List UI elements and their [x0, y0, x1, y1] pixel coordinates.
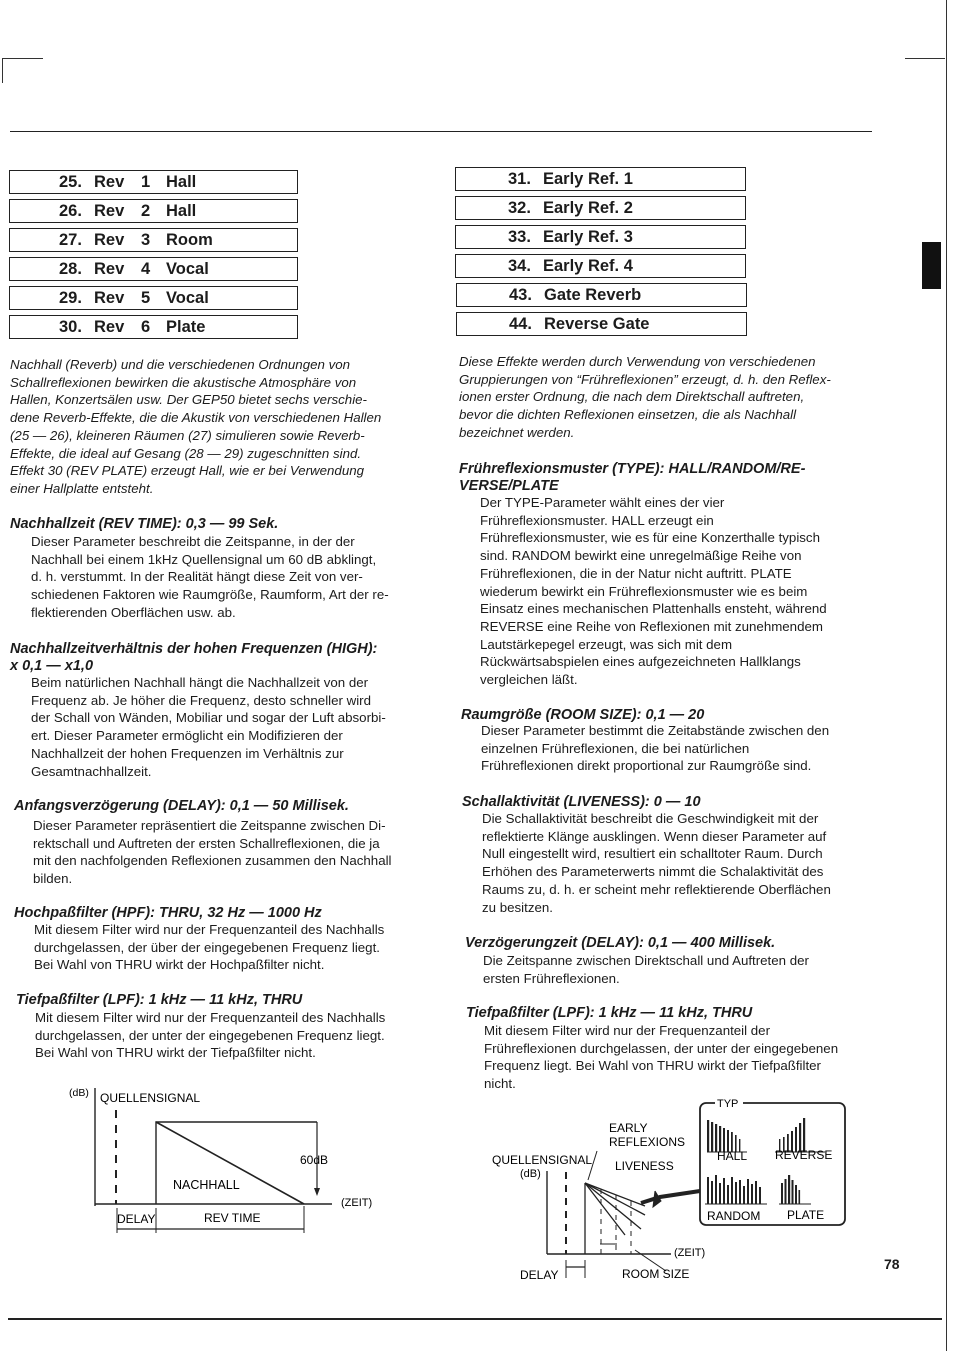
heading-er-delay: Verzögerungzeit (DELAY): 0,1 — 400 Millisek.	[465, 935, 776, 951]
pattern-plate	[779, 1175, 811, 1204]
program-index: 4	[141, 260, 151, 278]
program-number: 25.	[59, 173, 82, 191]
program-name: Gate Reverb	[544, 286, 642, 304]
heading-high: Nachhallzeitverhältnis der hohen Frequenzen (HIGH):	[10, 641, 378, 657]
heading-high-range: x 0,1 — x1,0	[10, 658, 94, 674]
paragraph-rev-time: Dieser Parameter beschreibt die Zeitspanne, in der der Nachhall bei einem 1kHz Quellensignal um 60 dB abklingt, d. h. verstummt. In der Realität hängt diese Zeit von ver- schiedenen Faktoren wie Raumgröße, Raumform, Art der re- flektierenden Oberflächen usw. ab.	[31, 534, 389, 620]
pattern-hall	[707, 1120, 747, 1152]
level-label: 60dB	[300, 1153, 329, 1167]
pattern-reverse	[775, 1118, 825, 1152]
type-box	[700, 1103, 845, 1225]
reverb-time-diagram	[60, 1080, 390, 1250]
program-index: 6	[141, 318, 151, 336]
header-rule	[10, 131, 872, 132]
heading-hpf: Hochpaßfilter (HPF): THRU, 32 Hz — 1000 Hz	[14, 905, 322, 921]
db-label: (dB)	[520, 1168, 541, 1180]
heading-er-lpf: Tiefpaßfilter (LPF): 1 kHz — 11 kHz, THRU	[466, 1005, 753, 1021]
delay-label: DELAY	[117, 1212, 156, 1226]
program-box-28	[9, 257, 298, 281]
program-box-29	[9, 286, 298, 310]
program-number: 30.	[59, 318, 82, 336]
early-reflection-diagram	[485, 1095, 855, 1295]
program-number: 32.	[508, 199, 531, 217]
page-number: 78	[884, 1256, 900, 1272]
heading-delay: Anfangsverzögerung (DELAY): 0,1 — 50 Millisek.	[14, 798, 349, 814]
paragraph-type: Der TYPE-Parameter wählt eines der vier Frühreflexionsmuster. HALL erzeugt ein Frühreflexionsmuster, wie es für eine Konzerthalle typisch sind. RANDOM bewirkt eine unregelmäßige Reihe von Frühreflexionen, die in der Natur nicht auftritt. PLATE wiederum bewirkt ein Frühreflexionsmuster wie es beim Einsatz eines mechanischen Plattenhalls ensteht, während REVERSE eine Reihe von Reflexionen mit zunehmendem Lautstärkepegel erzeugt, was sich mit dem Rückwärtsabspielen eines aufgezeichneten Hallklangs vergleichen läßt.	[480, 495, 827, 688]
program-box-32	[455, 196, 746, 220]
decay-label: NACHHALL	[173, 1178, 240, 1192]
program-number: 44.	[509, 315, 532, 333]
early-ref-intro: Diese Effekte werden durch Verwendung von verschiedenen Gruppierungen von “Frühreflexionen” erzeugt, d. h. den Reflex- ionen erster Ordnung, die nach dem Direktschall auftreten, bevor die dichten Reflexionen einsetzen, die als Nachhall bezeichnet werden.	[459, 354, 831, 440]
liveness-label: LIVENESS	[615, 1159, 674, 1173]
program-type: Rev	[94, 260, 125, 278]
page-edge	[946, 0, 947, 1351]
reverb-intro: Nachhall (Reverb) und die verschiedenen Ordnungen von Schallreflexionen bewirken die akustische Atmosphäre von Hallen, Konzertsälen usw. Der GEP50 bietet sechs verschie- dene Reverb-Effekte, die die Akustik von verschiedenen Hallen (25 — 26), kleineren Räumen (27) simulieren sowie Reverb- Effekte, die ideal auf Gesang (28 — 29) zugeschnitten sind. Effekt 30 (REV PLATE) erzeugt Hall, wie er bei Verwendung einer Hallplatte entsteht.	[10, 357, 382, 496]
heading-type: Frühreflexionsmuster (TYPE): HALL/RANDOM/RE-	[459, 461, 806, 477]
program-box-33	[455, 225, 746, 249]
plate-label: PLATE	[787, 1208, 825, 1222]
heading-room-size: Raumgröße (ROOM SIZE): 0,1 — 20	[461, 707, 705, 723]
program-name: Vocal	[166, 289, 209, 307]
paragraph-hpf: Mit diesem Filter wird nur der Frequenzanteil des Nachhalls durchgelassen, der über der eingegebenen Frequenz liegt. Bei Wahl von THRU wirkt der Hochpaßfilter nicht.	[34, 922, 385, 973]
program-name: Hall	[166, 173, 197, 191]
source-signal-label: QUELLENSIGNAL	[100, 1091, 201, 1105]
program-index: 5	[141, 289, 151, 307]
program-number: 27.	[59, 231, 82, 249]
heading-rev-time: Nachhallzeit (REV TIME): 0,3 — 99 Sek.	[10, 516, 279, 532]
program-name: Vocal	[166, 260, 209, 278]
source-signal-label: QUELLENSIGNAL	[492, 1153, 593, 1167]
program-box-26	[9, 199, 298, 223]
decay-line	[585, 1183, 645, 1215]
program-name: Plate	[166, 318, 206, 336]
hall-label: HALL	[717, 1149, 748, 1163]
footer-rule	[8, 1318, 942, 1320]
paragraph-high: Beim natürlichen Nachhall hängt die Nachhallzeit von der Frequenz ab. Je höher die Frequenz, desto schneller wird der Schall von Wänden, Mobiliar und sogar der Luft absorbi- ert. Dieser Parameter ermöglicht ein Modifizieren der Nachhallzeit der hohen Frequenzen im Verhältnis zur Gesamtnachhallzeit.	[31, 675, 386, 779]
heading-type-cont: VERSE/PLATE	[459, 478, 559, 494]
pattern-random	[705, 1175, 767, 1204]
program-box-34	[455, 254, 746, 278]
delay-label: DELAY	[520, 1268, 559, 1282]
paragraph-er-lpf: Mit diesem Filter wird nur der Frequenzanteil der Frühreflexionen durchgelassen, der unter der eingegebenen Frequenz liegt. Bei Wahl von THRU wirkt der Tiefpaßfilter nicht.	[484, 1023, 839, 1092]
program-name: Room	[166, 231, 213, 249]
program-number: 26.	[59, 202, 82, 220]
pattern-connector	[641, 1191, 700, 1203]
program-number: 31.	[508, 170, 531, 188]
program-type: Rev	[94, 231, 125, 249]
thumb-index-tab	[922, 242, 941, 289]
type-label: TYP	[717, 1098, 739, 1110]
program-box-31	[455, 167, 746, 191]
random-label: RANDOM	[707, 1209, 761, 1223]
program-type: Rev	[94, 202, 125, 220]
paragraph-delay: Dieser Parameter repräsentiert die Zeitspanne zwischen Di- rektschall und Auftreten der ersten Schallreflexionen, die ja mit den nachfolgenden Reflexionen zusammen den Nachhall bilden.	[33, 818, 392, 887]
program-number: 33.	[508, 228, 531, 246]
program-name: Early Ref. 1	[543, 170, 633, 188]
program-number: 43.	[509, 286, 532, 304]
paragraph-liveness: Die Schallaktivität beschreibt die Geschwindigkeit mit der reflektierte Klänge ausklingen. Wenn dieser Parameter auf Null eingestellt wird, resultiert ein schalltoter Raum. Durch Erhöhen des Parameterwerts nimmt die Schalaktivität des Raums zu, d. h. er scheint mehr reflektierende Oberflächen zu besitzen.	[482, 811, 831, 915]
program-number: 29.	[59, 289, 82, 307]
room-size-label: ROOM SIZE	[622, 1267, 690, 1281]
program-type: Rev	[94, 173, 125, 191]
time-label: (ZEIT)	[341, 1197, 373, 1209]
rev-time-label: REV TIME	[204, 1211, 261, 1225]
program-name: Early Ref. 3	[543, 228, 633, 246]
program-number: 28.	[59, 260, 82, 278]
heading-lpf: Tiefpaßfilter (LPF): 1 kHz — 11 kHz, THRU	[16, 992, 303, 1008]
program-number: 34.	[508, 257, 531, 275]
crop-mark	[905, 58, 945, 83]
program-box-27	[9, 228, 298, 252]
program-name: Early Ref. 2	[543, 199, 633, 217]
program-name: Hall	[166, 202, 197, 220]
program-box-44	[456, 312, 747, 336]
paragraph-er-delay: Die Zeitspanne zwischen Direktschall und Auftreten der ersten Frühreflexionen.	[483, 953, 809, 986]
program-type: Rev	[94, 318, 125, 336]
arrow-head	[314, 1188, 320, 1196]
program-index: 3	[141, 231, 151, 249]
program-name: Early Ref. 4	[543, 257, 633, 275]
paragraph-lpf: Mit diesem Filter wird nur der Frequenzanteil des Nachhalls durchgelassen, der unter der eingegebenen Frequenz liegt. Bei Wahl von THRU wirkt der Tiefpaßfilter nicht.	[35, 1010, 386, 1061]
paragraph-room-size: Dieser Parameter bestimmt die Zeitabstände zwischen den einzelnen Frühreflexionen, die bei natürlichen Frühreflexionen direkt proportional zur Raumgröße sind.	[481, 723, 830, 774]
program-index: 1	[141, 173, 151, 191]
reflexions-label: REFLEXIONS	[609, 1135, 686, 1149]
program-box-25	[9, 170, 298, 194]
program-name: Reverse Gate	[544, 315, 650, 333]
crop-mark	[2, 58, 43, 83]
reverse-label: REVERSE	[775, 1148, 833, 1162]
time-label: (ZEIT)	[674, 1247, 706, 1259]
heading-liveness: Schallaktivität (LIVENESS): 0 — 10	[462, 794, 701, 810]
early-label: EARLY	[609, 1121, 648, 1135]
program-box-43	[456, 283, 747, 307]
db-label: (dB)	[69, 1087, 89, 1099]
program-index: 2	[141, 202, 151, 220]
decay-line	[585, 1183, 641, 1229]
program-type: Rev	[94, 289, 125, 307]
program-box-30	[9, 315, 298, 339]
